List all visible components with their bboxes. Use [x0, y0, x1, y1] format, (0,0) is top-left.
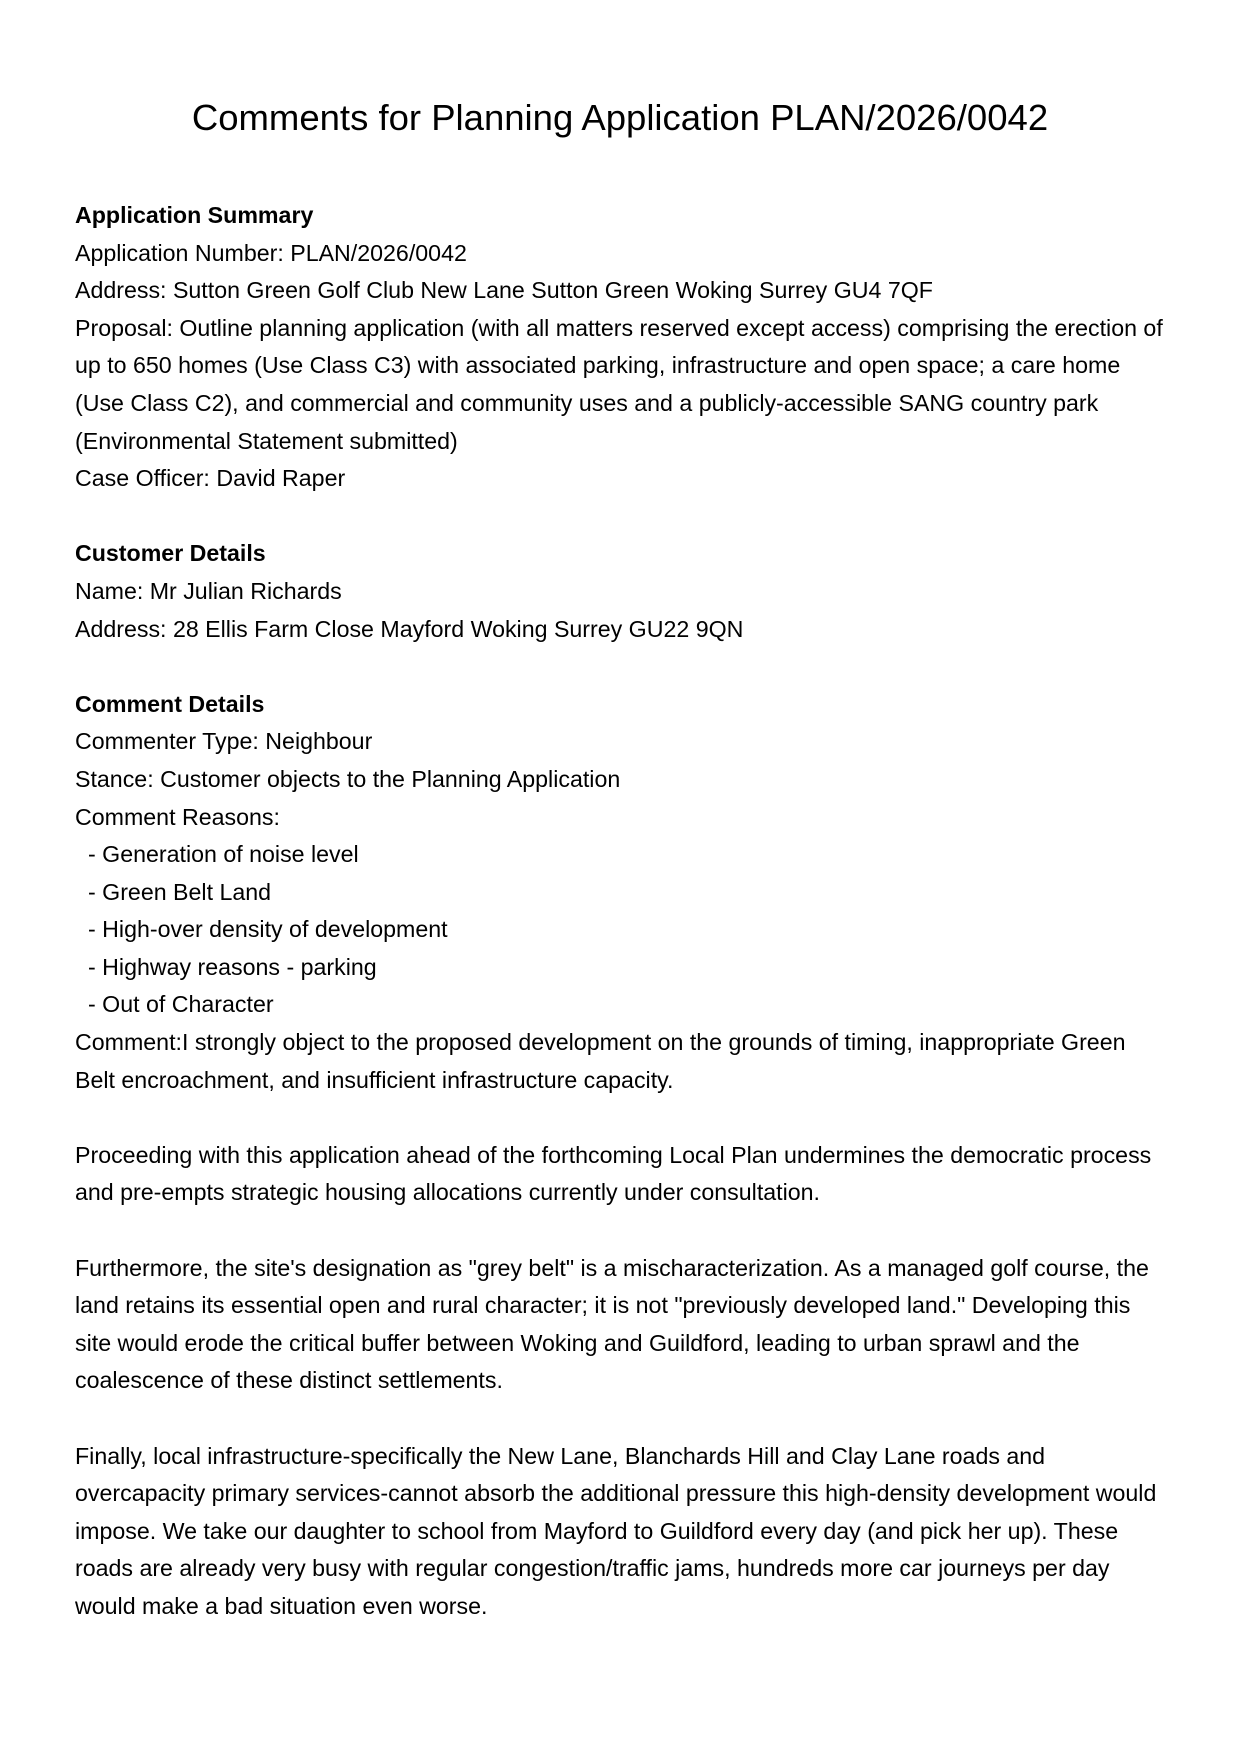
comment-reason-item: - Highway reasons - parking: [88, 949, 1165, 987]
case-officer: Case Officer: David Raper: [75, 465, 346, 492]
comment-reason-item: - Out of Character: [88, 986, 1165, 1024]
document-content: [75, 197, 1165, 1663]
customer-address: Address: 28 Ellis Farm Close Mayford Woking Surrey GU22 9QN: [75, 615, 744, 642]
comment-reasons-label: Comment Reasons:: [75, 803, 280, 830]
application-proposal: Proposal: Outline planning application (with all matters reserved except access) comprising the erection of up to 650 homes (Use Class C3) with associated parking, infrastructure and open space; a care home (Use Class C2), and commercial and community uses and a publicly-accessible SANG country park (Environmental Statement submitted): [75, 314, 1163, 454]
comment-reasons-list: [75, 836, 1165, 1024]
commenter-type: Commenter Type: Neighbour: [75, 728, 373, 755]
comment-details-section: [75, 686, 1165, 1626]
document-title: Comments for Planning Application PLAN/2026/0042: [191, 97, 1049, 138]
comment-paragraph: Comment:I strongly object to the proposed development on the grounds of timing, inappropriate Green Belt encroachment, and insufficient infrastructure capacity.: [75, 1029, 1126, 1093]
stance: Stance: Customer objects to the Planning Application: [75, 765, 621, 792]
application-summary-heading: Application Summary: [75, 202, 314, 228]
customer-details-section: [75, 535, 1165, 648]
customer-name: Name: Mr Julian Richards: [75, 577, 342, 604]
comment-body: [75, 1024, 1165, 1626]
application-address: Address: Sutton Green Golf Club New Lane Sutton Green Woking Surrey GU4 7QF: [75, 277, 933, 304]
comment-paragraph: Proceeding with this application ahead of the forthcoming Local Plan undermines the democratic process and pre-empts strategic housing allocations currently under consultation.: [75, 1141, 1152, 1206]
comment-paragraph: Finally, local infrastructure-specifically the New Lane, Blanchards Hill and Clay Lane roads and overcapacity primary services-cannot absorb the additional pressure this high-density development would impose. We take our daughter to school from Mayford to Guildford every day (and pick her up). These roads are already very busy with regular congestion/traffic jams, hundreds more car journeys per day would make a bad situation even worse.: [75, 1442, 1157, 1619]
comment-paragraph: Furthermore, the site's designation as "grey belt" is a mischaracterization. As a managed golf course, the land retains its essential open and rural character; it is not "previously developed land." Developing this site would erode the critical buffer between Woking and Guildford, leading to urban sprawl and the coalescence of these distinct settlements.: [75, 1254, 1149, 1394]
comment-reason-item: - Green Belt Land: [88, 874, 1165, 912]
comment-reason-item: - Generation of noise level: [88, 836, 1165, 874]
customer-details-heading: Customer Details: [75, 540, 266, 567]
application-summary-section: [75, 197, 1165, 498]
comment-reason-item: - High-over density of development: [88, 911, 1165, 949]
application-number: Application Number: PLAN/2026/0042: [75, 239, 467, 266]
comment-details-heading: Comment Details: [75, 690, 265, 717]
